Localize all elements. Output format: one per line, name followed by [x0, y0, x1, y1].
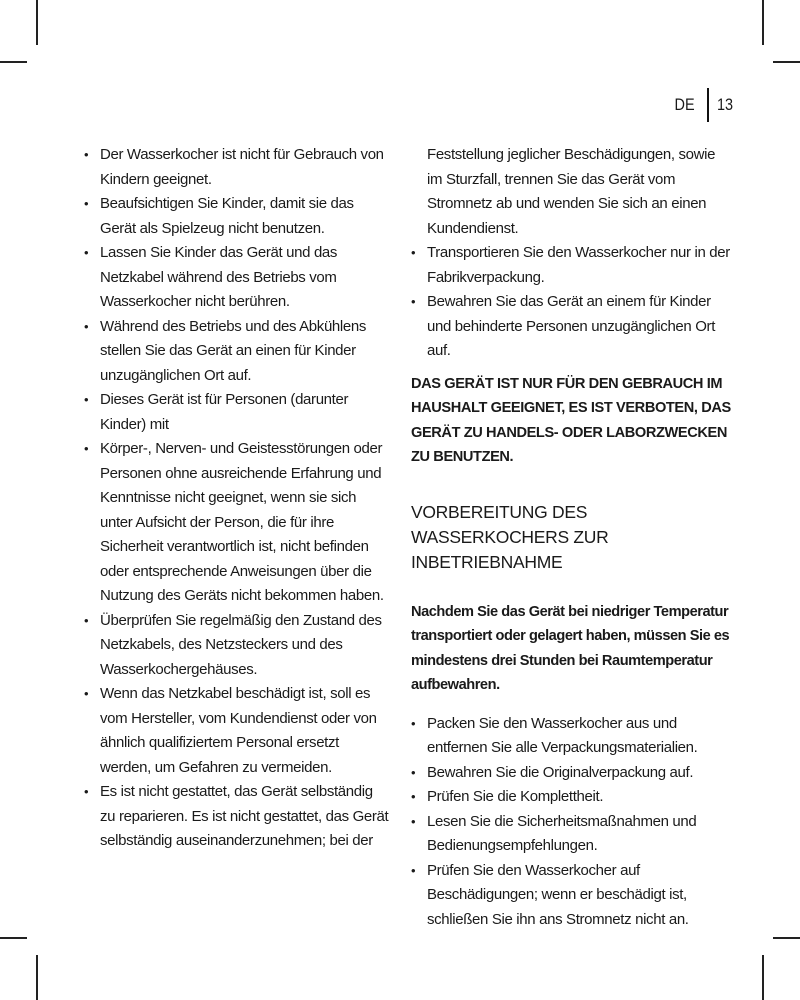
right-column — [411, 143, 731, 932]
list-item: • Prüfen Sie den Wasserkocher auf Beschädigungen; wenn er beschädigt ist, schließen Sie ihn ans Stromnetz nicht an. — [411, 859, 731, 933]
safety-list-continued — [411, 241, 731, 364]
list-item: • Transportieren Sie den Wasserkocher nur in der Fabrikverpackung. — [411, 241, 731, 290]
list-item: • Wenn das Netzkabel beschädigt ist, soll es vom Hersteller, vom Kundendienst oder von ähnlich qualifiziertem Personal ersetzt werden, um Gefahren zu vermeiden. — [84, 682, 389, 780]
crop-mark — [773, 937, 800, 939]
list-item: • Der Wasserkocher ist nicht für Gebrauch von Kindern geeignet. — [84, 143, 389, 192]
crop-mark — [762, 955, 764, 1000]
list-item: • Überprüfen Sie regelmäßig den Zustand des Netzkabels, des Netzsteckers und des Wasserkochergehäuses. — [84, 609, 389, 683]
language-code: DE — [674, 95, 696, 114]
left-column — [84, 143, 389, 854]
crop-mark — [36, 955, 38, 1000]
safety-list — [84, 143, 389, 854]
household-use-notice: DAS GERÄT IST NUR FÜR DEN GEBRAUCH IM HAUSHALT GEEIGNET, ES IST VERBOTEN, DAS GERÄT ZU HANDELS- ODER LABORZWECKEN ZU BENUTZEN. — [411, 375, 731, 465]
list-item: • Bewahren Sie die Originalverpackung auf. — [411, 761, 731, 786]
header-divider — [707, 88, 709, 122]
list-item: • Während des Betriebs und des Abkühlens stellen Sie das Gerät an einen für Kinder unzugänglichen Ort auf. — [84, 315, 389, 389]
crop-mark — [36, 0, 38, 45]
list-item: • Beaufsichtigen Sie Kinder, damit sie das Gerät als Spielzeug nicht benutzen. — [84, 192, 389, 241]
page-header — [671, 88, 736, 122]
section-heading: VORBEREITUNG DES WASSERKOCHERS ZUR INBETRIEBNAHME — [411, 501, 609, 572]
list-item: • Es ist nicht gestattet, das Gerät selbständig zu reparieren. Es ist nicht gestattet, das Gerät selbständig auseinanderzunehmen; bei der — [84, 780, 389, 854]
crop-mark — [762, 0, 764, 45]
list-item: • Dieses Gerät ist für Personen (darunter Kinder) mit — [84, 388, 389, 437]
list-item: • Lesen Sie die Sicherheitsmaßnahmen und Bedienungsempfehlungen. — [411, 810, 731, 859]
crop-mark — [773, 61, 800, 63]
list-item: • Packen Sie den Wasserkocher aus und entfernen Sie alle Verpackungsmaterialien. — [411, 712, 731, 761]
preparation-list — [411, 712, 731, 933]
list-item: • Bewahren Sie das Gerät an einem für Kinder und behinderte Personen unzugänglichen Ort auf. — [411, 290, 731, 364]
crop-mark — [0, 61, 27, 63]
crop-mark — [0, 937, 27, 939]
list-item: • Lassen Sie Kinder das Gerät und das Netzkabel während des Betriebs vom Wasserkocher nicht berühren. — [84, 241, 389, 315]
storage-notice: Nachdem Sie das Gerät bei niedriger Temperatur transportiert oder gelagert haben, müssen Sie es mindestens drei Stunden bei Raumtemperatur aufbewahren. — [411, 603, 730, 693]
list-item: • Prüfen Sie die Komplettheit. — [411, 785, 731, 810]
page-number: 13 — [717, 95, 734, 114]
continued-text: Feststellung jeglicher Beschädigungen, sowie im Sturzfall, trennen Sie das Gerät vom Stromnetz ab und wenden Sie sich an einen Kundendienst. — [427, 146, 716, 237]
list-item: • Körper-, Nerven- und Geistesstörungen oder Personen ohne ausreichende Erfahrung und Kenntnisse nicht geeignet, wenn sie sich unter Aufsicht der Person, die für ihre Sicherheit verantwortlich ist, nicht befinden oder entsprechende Anweisungen über die Nutzung des Geräts nicht bekommen haben. — [84, 437, 389, 609]
